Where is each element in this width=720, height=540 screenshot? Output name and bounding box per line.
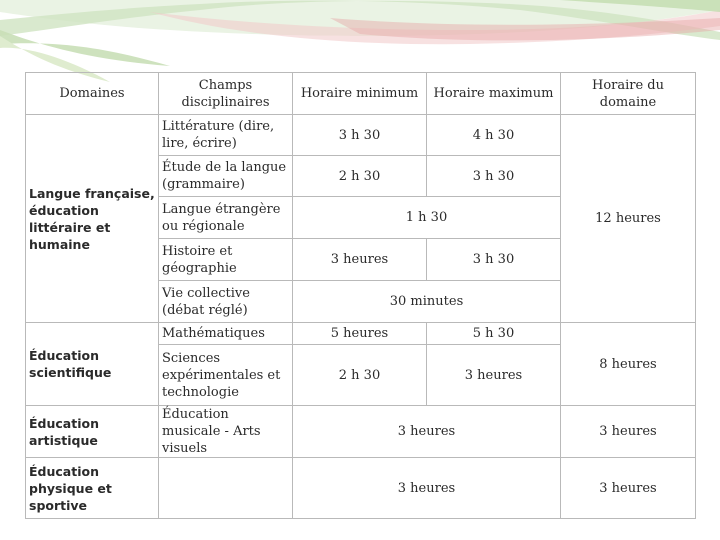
total-artistique: 3 heures [561,406,696,458]
total-francais: 12 heures [561,115,696,323]
champ-cell: Étude de la langue (grammaire) [159,156,293,197]
max-cell: 5 h 30 [427,323,561,345]
header-horaire-domaine: Horaire du domaine [561,73,696,115]
min-cell: 3 h 30 [293,115,427,156]
domain-artistique: Éducation artistique [26,406,159,458]
champ-cell: Éducation musicale - Arts visuels [159,406,293,458]
table-row [26,115,696,156]
max-cell: 4 h 30 [427,115,561,156]
champ-cell-empty [159,458,293,519]
domain-francais: Langue française, éducation littéraire et humaine [26,115,159,323]
champ-cell: Littérature (dire, lire, écrire) [159,115,293,156]
header-horaire-min: Horaire minimum [293,73,427,115]
span-cell: 3 heures [293,458,561,519]
header-row [26,73,696,115]
span-cell: 3 heures [293,406,561,458]
total-scientifique: 8 heures [561,323,696,406]
span-cell: 30 minutes [293,281,561,323]
max-cell: 3 h 30 [427,156,561,197]
champ-cell: Langue étrangère ou régionale [159,197,293,239]
domain-scientifique: Éducation scientifique [26,323,159,406]
total-physique: 3 heures [561,458,696,519]
schedule-table [25,72,696,519]
min-cell: 5 heures [293,323,427,345]
table-row [26,406,696,458]
span-cell: 1 h 30 [293,197,561,239]
champ-cell: Histoire et géographie [159,239,293,281]
min-cell: 3 heures [293,239,427,281]
table-row [26,323,696,345]
domain-physique: Éducation physique et sportive [26,458,159,519]
champ-cell: Sciences expérimentales et technologie [159,345,293,406]
header-domaines: Domaines [26,73,159,115]
champ-cell: Mathématiques [159,323,293,345]
max-cell: 3 h 30 [427,239,561,281]
table-row [26,458,696,519]
champ-cell: Vie collective (débat réglé) [159,281,293,323]
header-champs: Champs disciplinaires [159,73,293,115]
min-cell: 2 h 30 [293,156,427,197]
max-cell: 3 heures [427,345,561,406]
header-horaire-max: Horaire maximum [427,73,561,115]
min-cell: 2 h 30 [293,345,427,406]
